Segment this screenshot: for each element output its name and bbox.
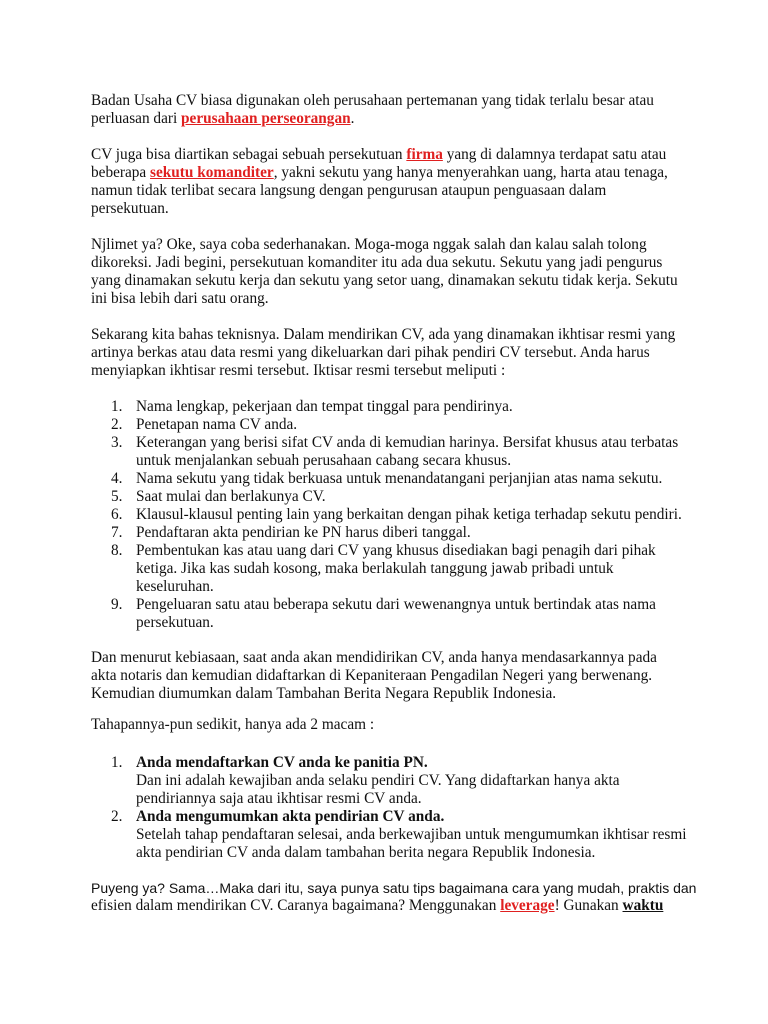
paragraph-intro: [91, 92, 691, 128]
text-line: Badan Usaha CV biasa digunakan oleh perusahaan pertemanan yang tidak terlalu besar atau: [91, 92, 654, 109]
stage-title: Anda mendaftarkan CV anda ke panitia PN.: [136, 754, 428, 771]
list-item: 8. Pembentukan kas atau uang dari CV yang khusus disediakan bagi penagih dari pihak ketiga. Jika kas sudah kosong, maka berlakulah tanggung jawab pribadi untuk keseluruhan.: [111, 542, 656, 595]
link-firma[interactable]: firma: [406, 146, 443, 163]
list-item: 7. Pendaftaran akta pendirian ke PN harus diberi tanggal.: [111, 524, 471, 541]
list-item: 9. Pengeluaran satu atau beberapa sekutu dari wewenangnya untuk bertindak atas nama persekutuan.: [111, 596, 656, 631]
text-line: Dan menurut kebiasaan, saat anda akan mendidirikan CV, anda hanya mendasarkannya pada: [91, 649, 657, 666]
text-line: CV juga bisa diartikan sebagai sebuah persekutuan firma yang di dalamnya terdapat satu atau: [91, 146, 667, 163]
ikhtisar-list: [91, 398, 691, 632]
text-line: yang dinamakan sekutu kerja dan sekutu yang setor uang, dinamakan sekutu tidak kerja. Sekutu: [91, 272, 678, 289]
stage-title: Anda mengumumkan akta pendirian CV anda.: [136, 808, 445, 825]
list-item: 5. Saat mulai dan berlakunya CV.: [111, 488, 326, 505]
list-item: 2. Anda mengumumkan akta pendirian CV anda. Setelah tahap pendaftaran selesai, anda berkewajiban untuk mengumumkan ikhtisar resmi akta pendirian CV anda dalam tambahan berita negara Republik Indonesia.: [91, 808, 691, 862]
text-line: dikoreksi. Jadi begini, persekutuan komanditer itu ada dua sekutu. Sekutu yang jadi pengurus: [91, 254, 663, 271]
list-item: 1. Anda mendaftarkan CV anda ke panitia PN. Dan ini adalah kewajiban anda selaku pendiri CV. Yang didaftarkan hanya akta pendiriannya saja atau ikhtisar resmi CV anda.: [91, 754, 691, 808]
link-waktu[interactable]: waktu: [622, 897, 664, 914]
paragraph-stages: [91, 716, 691, 734]
link-leverage[interactable]: leverage: [500, 897, 555, 914]
list-item: 4. Nama sekutu yang tidak berkuasa untuk menandatangani perjanjian atas nama sekutu.: [111, 470, 663, 487]
text-line: beberapa sekutu komanditer, yakni sekutu yang hanya menyerahkan uang, harta atau tenaga,: [91, 164, 668, 181]
text-line: ini bisa lebih dari satu orang.: [91, 290, 269, 307]
text-line: persekutuan.: [91, 200, 169, 217]
text-line: efisien dalam mendirikan CV. Caranya bagaimana? Menggunakan leverage! Gunakan waktu: [91, 897, 664, 914]
text-line: perluasan dari perusahaan perseorangan.: [91, 110, 355, 127]
text-line: akta notaris dan kemudian didaftarkan di Kepaniteraan Pengadilan Negeri yang berwenang.: [91, 667, 653, 684]
paragraph-technical: [91, 326, 691, 380]
stages-list: [91, 754, 691, 862]
list-item: 6. Klausul-klausul penting lain yang berkaitan dengan pihak ketiga terhadap sekutu pendiri.: [111, 506, 682, 523]
text-line: Kemudian diumumkan dalam Tambahan Berita Negara Republik Indonesia.: [91, 685, 557, 702]
text-line: Sekarang kita bahas teknisnya. Dalam mendirikan CV, ada yang dinamakan ikhtisar resmi yang: [91, 326, 676, 343]
paragraph-tips: [91, 879, 697, 915]
paragraph-simplify: [91, 236, 691, 308]
link-sekutu-komanditer[interactable]: sekutu komanditer: [150, 164, 274, 181]
list-item: 2. Penetapan nama CV anda.: [111, 416, 298, 433]
text-line: Njlimet ya? Oke, saya coba sederhanakan. Moga-moga nggak salah dan kalau salah tolong: [91, 236, 647, 253]
paragraph-definition: [91, 146, 691, 218]
list-item: 3. Keterangan yang berisi sifat CV anda di kemudian harinya. Bersifat khusus atau terbatas untuk menjalankan sebuah perusahaan cabang secara khusus.: [111, 434, 679, 469]
text-line: namun tidak terlibat secara langsung dengan pengurusan ataupun penguasaan dalam: [91, 182, 607, 199]
list-item: 1. Nama lengkap, pekerjaan dan tempat tinggal para pendirinya.: [111, 398, 513, 415]
link-perusahaan-perseorangan[interactable]: perusahaan perseorangan: [181, 110, 351, 127]
text-line: Tahapannya-pun sedikit, hanya ada 2 macam :: [91, 716, 375, 733]
paragraph-custom: [91, 649, 691, 703]
text-line: artinya berkas atau data resmi yang dikeluarkan dari pihak pendiri CV tersebut. Anda harus: [91, 344, 650, 361]
text-line: menyiapkan ikhtisar resmi tersebut. Iktisar resmi tersebut meliputi :: [91, 362, 506, 379]
text-line: Puyeng ya? Sama…Maka dari itu, saya punya satu tips bagaimana cara yang mudah, praktis dan: [91, 880, 697, 896]
